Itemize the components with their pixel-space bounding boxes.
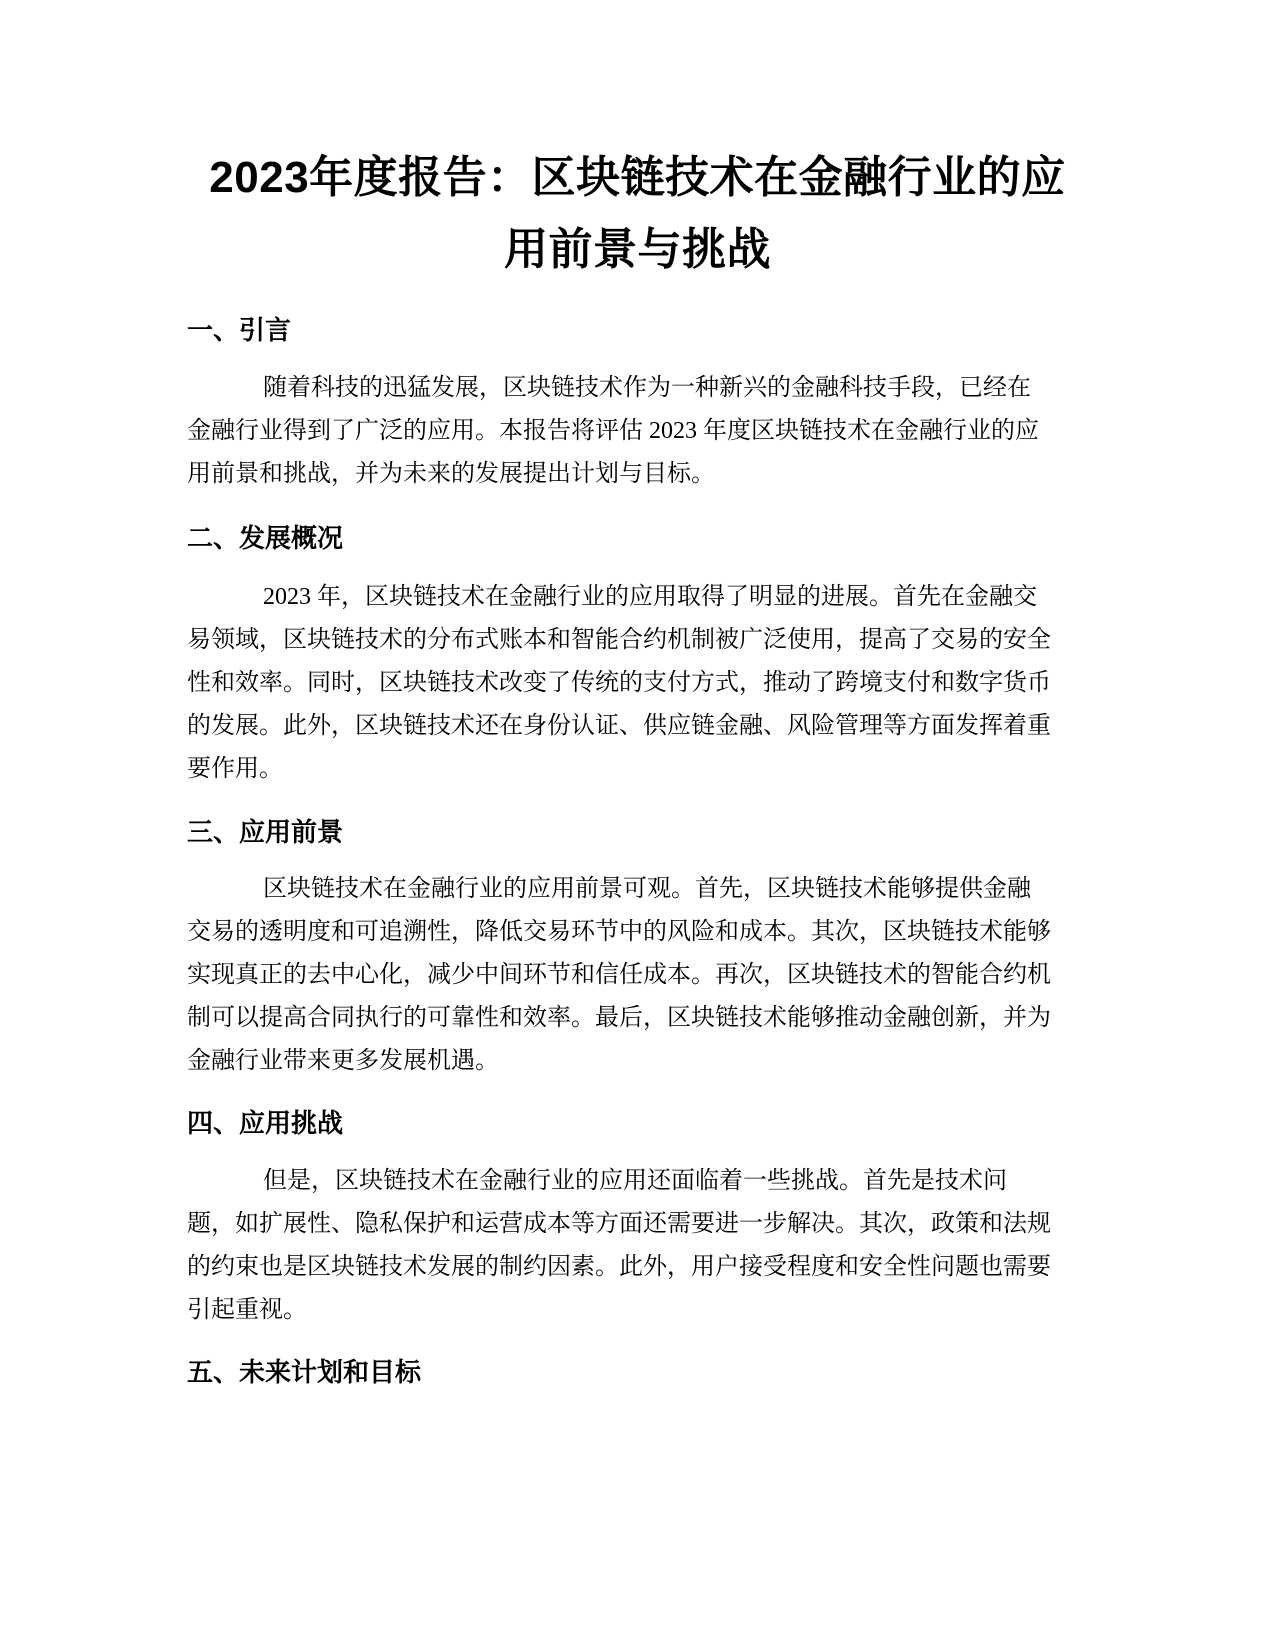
paragraph-line: 易领域，区块链技术的分布式账本和智能合约机制被广泛使用，提高了交易的安全 xyxy=(187,627,1051,653)
title-line-1: 2023年度报告：区块链技术在金融行业的应 xyxy=(209,153,1066,202)
section-paragraph-application-challenges xyxy=(187,1160,1087,1332)
section-heading-development-overview: 二、发展概况 xyxy=(187,523,344,553)
section-paragraph-introduction xyxy=(187,367,1087,496)
section-heading-application-challenges: 四、应用挑战 xyxy=(187,1108,344,1138)
section-heading-application-prospects: 三、应用前景 xyxy=(187,817,344,847)
paragraph-line: 要作用。 xyxy=(187,756,283,782)
section-paragraph-application-prospects xyxy=(187,868,1087,1083)
paragraph-line: 交易的透明度和可追溯性，降低交易环节中的风险和成本。其次，区块链技术能够 xyxy=(187,919,1051,945)
paragraph-line: 的约束也是区块链技术发展的制约因素。此外，用户接受程度和安全性问题也需要 xyxy=(187,1254,1051,1280)
paragraph-line: 用前景和挑战，并为未来的发展提出计划与目标。 xyxy=(187,461,715,487)
paragraph-line: 题，如扩展性、隐私保护和运营成本等方面还需要进一步解决。其次，政策和法规 xyxy=(187,1211,1051,1237)
paragraph-line: 性和效率。同时，区块链技术改变了传统的支付方式，推动了跨境支付和数字货币 xyxy=(187,670,1051,696)
section-heading-introduction: 一、引言 xyxy=(187,315,292,345)
document-title xyxy=(185,142,1090,286)
paragraph-line: 的发展。此外，区块链技术还在身份认证、供应链金融、风险管理等方面发挥着重 xyxy=(187,713,1051,739)
paragraph-line: 引起重视。 xyxy=(187,1297,307,1323)
paragraph-line: 制可以提高合同执行的可靠性和效率。最后，区块链技术能够推动金融创新，并为 xyxy=(187,1005,1051,1031)
paragraph-line: 实现真正的去中心化，减少中间环节和信任成本。再次，区块链技术的智能合约机 xyxy=(187,962,1051,988)
paragraph-line: 随着科技的迅猛发展，区块链技术作为一种新兴的金融科技手段，已经在 xyxy=(263,375,1031,401)
paragraph-line: 金融行业带来更多发展机遇。 xyxy=(187,1048,499,1074)
paragraph-line: 但是，区块链技术在金融行业的应用还面临着一些挑战。首先是技术问 xyxy=(263,1168,1007,1194)
paragraph-line: 区块链技术在金融行业的应用前景可观。首先，区块链技术能够提供金融 xyxy=(263,876,1031,902)
section-paragraph-development-overview xyxy=(187,576,1087,791)
title-line-2: 用前景与挑战 xyxy=(504,225,771,274)
paragraph-line: 金融行业得到了广泛的应用。本报告将评估 2023 年度区块链技术在金融行业的应 xyxy=(187,418,1039,444)
paragraph-line: 2023 年，区块链技术在金融行业的应用取得了明显的进展。首先在金融交 xyxy=(263,584,1037,610)
section-heading-future-plans-and-goals: 五、未来计划和目标 xyxy=(187,1357,422,1387)
